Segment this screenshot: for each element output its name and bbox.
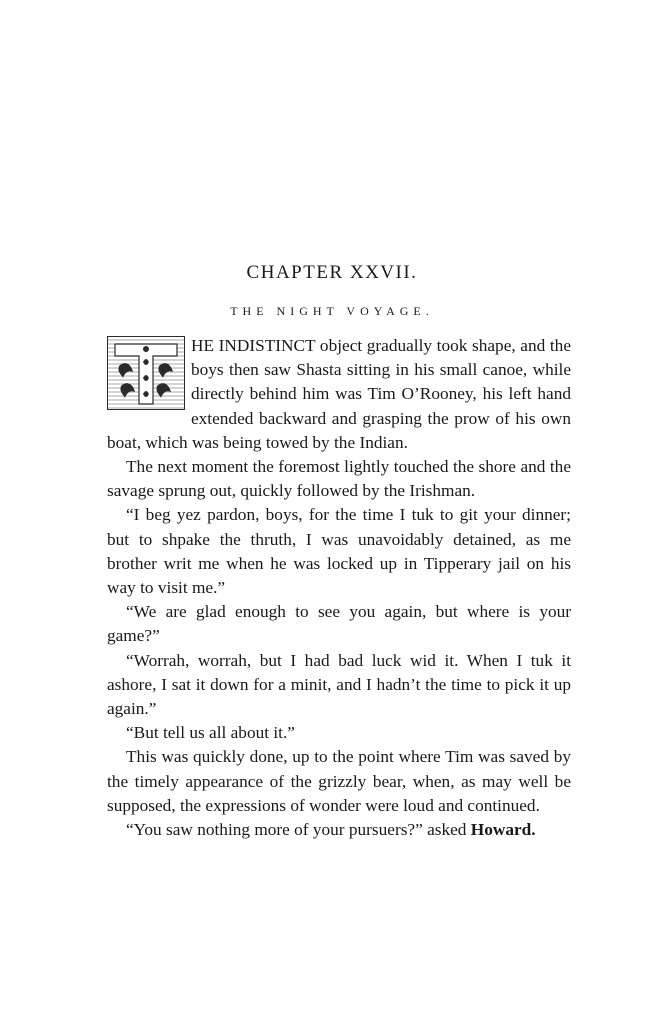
paragraph-2: The next moment the foremost lightly touched the shore and the savage sprung out, quickly followed by the Irishman. — [107, 457, 571, 501]
speaker-name: Howard. — [470, 820, 536, 840]
paragraph-7: This was quickly done, up to the point where Tim was saved by the timely appearance of the grizzly bear, when, as may well be supposed, the expressions of wonder were loud and continued. — [107, 747, 571, 815]
paragraph-6: “But tell us all about it.” — [126, 723, 295, 743]
paragraph-8: “You saw nothing more of your pursuers?” asked Howard. — [126, 820, 536, 840]
dropcap-ornament-icon — [107, 336, 185, 410]
body-text — [107, 334, 571, 842]
paragraph-4: “We are glad enough to see you again, but where is your game?” — [107, 602, 571, 646]
paragraph-5: “Worrah, worrah, but I had bad luck wid it. When I tuk it ashore, I sat it down for a minit, and I hadn’t the time to pick it up again.” — [107, 650, 571, 719]
paragraph-3: “I beg yez pardon, boys, for the time I tuk to git your dinner; but to shpake the thruth, I was unavoidably detained, as me brother writ me when he was locked up in Tipperary jail on his way to visit me.” — [107, 505, 571, 598]
opening-words: HE INDISTINCT — [191, 336, 316, 355]
ornamental-dropcap-t — [107, 336, 185, 410]
chapter-title: CHAPTER XXVII. — [246, 262, 418, 283]
paragraph-1: HE INDISTINCT object gradually took shape, and the boys then saw Shasta sitting in his small canoe, while directly behind him was Tim O’Rooney, his left hand extended backward and grasping the prow of his own boat, which was being towed by the Indian. — [107, 336, 571, 452]
chapter-subtitle: THE NIGHT VOYAGE. — [230, 304, 434, 318]
